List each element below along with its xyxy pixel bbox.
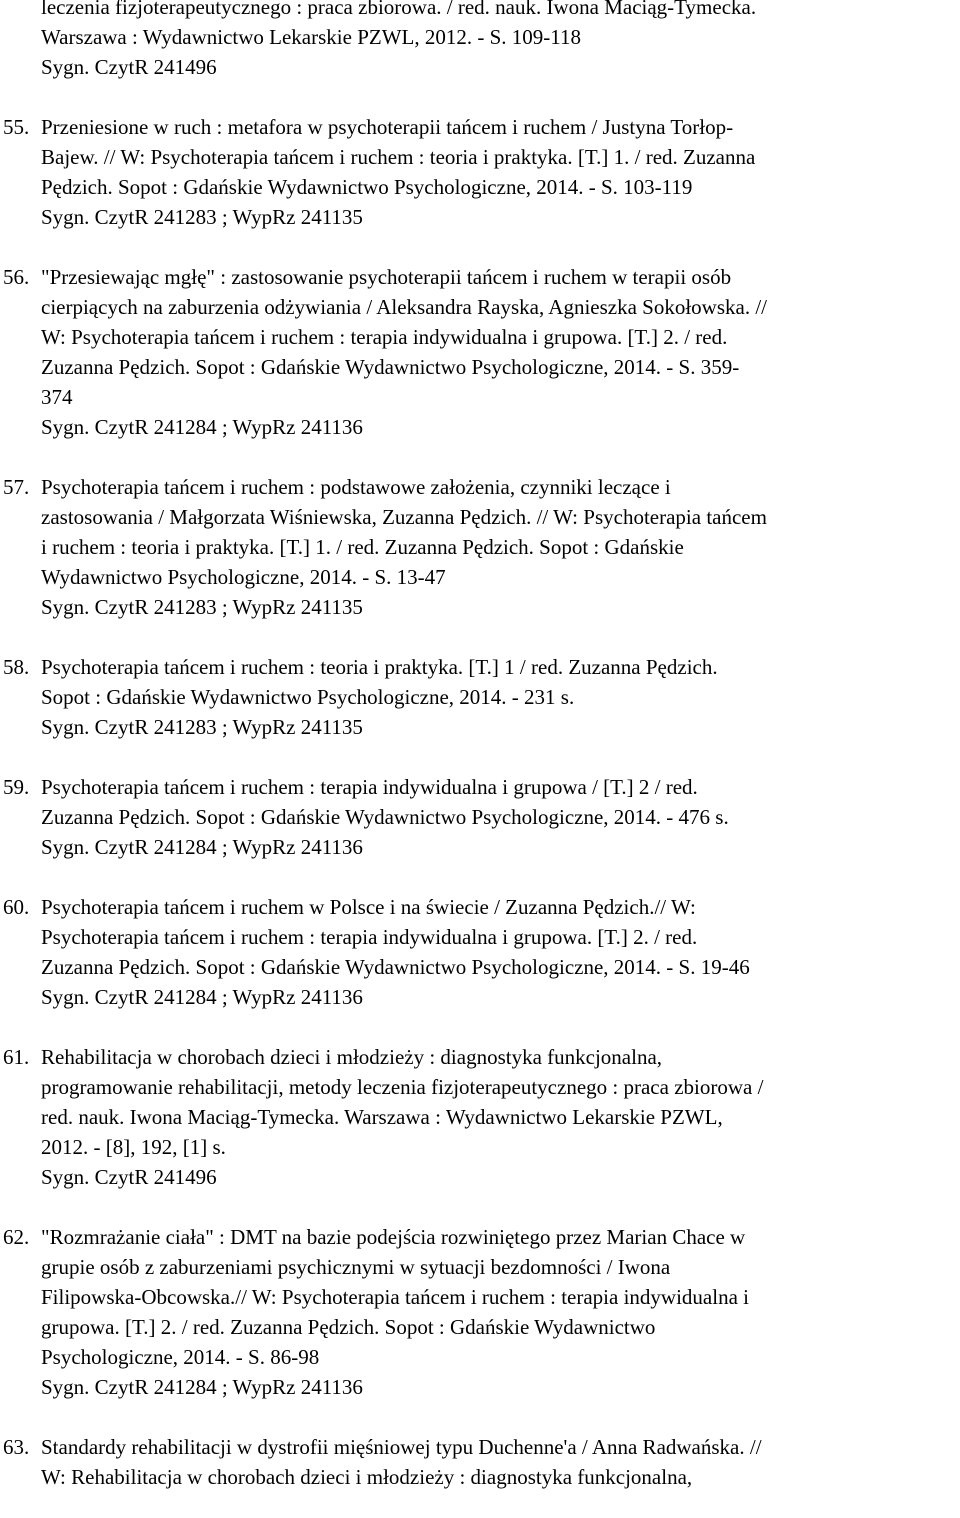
entry-line: cierpiących na zaburzenia odżywiania / Aleksandra Rayska, Agnieszka Sokołowska. // xyxy=(41,295,768,319)
entry-line: i ruchem : teoria i praktyka. [T.] 1. / red. Zuzanna Pędzich. Sopot : Gdańskie xyxy=(41,535,684,559)
call-number: Sygn. CzytR 241496 xyxy=(41,55,217,79)
entry-line: "Rozmrażanie ciała" : DMT na bazie podejścia rozwiniętego przez Marian Chace w xyxy=(41,1225,746,1249)
entry-number: 63. xyxy=(3,1435,30,1459)
entry-line: "Przesiewając mgłę" : zastosowanie psychoterapii tańcem i ruchem w terapii osób xyxy=(41,265,732,289)
call-number: Sygn. CzytR 241496 xyxy=(41,1165,217,1189)
entry-line: Psychologiczne, 2014. - S. 86-98 xyxy=(41,1345,320,1369)
call-number: Sygn. CzytR 241284 ; WypRz 241136 xyxy=(41,985,363,1009)
entry-line: Filipowska-Obcowska.// W: Psychoterapia tańcem i ruchem : terapia indywidualna i xyxy=(41,1285,749,1309)
entry-number: 62. xyxy=(3,1225,30,1249)
call-number: Sygn. CzytR 241284 ; WypRz 241136 xyxy=(41,415,363,439)
entry-line: Psychoterapia tańcem i ruchem : teoria i praktyka. [T.] 1 / red. Zuzanna Pędzich. xyxy=(41,655,718,679)
call-number: Sygn. CzytR 241283 ; WypRz 241135 xyxy=(41,595,363,619)
call-number: Sygn. CzytR 241283 ; WypRz 241135 xyxy=(41,205,363,229)
entry-number: 56. xyxy=(3,265,30,289)
entry-number: 59. xyxy=(3,775,30,799)
entry-line: Psychoterapia tańcem i ruchem : podstawowe założenia, czynniki leczące i xyxy=(41,475,671,499)
entry-number: 60. xyxy=(3,895,30,919)
entry-line: Przeniesione w ruch : metafora w psychoterapii tańcem i ruchem / Justyna Torłop- xyxy=(41,115,734,139)
entry-number: 55. xyxy=(3,115,30,139)
entry-line: grupie osób z zaburzeniami psychicznymi w sytuacji bezdomności / Iwona xyxy=(41,1255,671,1279)
entry-line: 2012. - [8], 192, [1] s. xyxy=(41,1135,226,1159)
entry-number: 61. xyxy=(3,1045,30,1069)
call-number: Sygn. CzytR 241284 ; WypRz 241136 xyxy=(41,835,363,859)
entry-line: Zuzanna Pędzich. Sopot : Gdańskie Wydawnictwo Psychologiczne, 2014. - S. 19-46 xyxy=(41,955,750,979)
entry-line: Warszawa : Wydawnictwo Lekarskie PZWL, 2012. - S. 109-118 xyxy=(41,25,581,49)
call-number: Sygn. CzytR 241283 ; WypRz 241135 xyxy=(41,715,363,739)
entry-line: Wydawnictwo Psychologiczne, 2014. - S. 13-47 xyxy=(41,565,446,589)
entry-line: red. nauk. Iwona Maciąg-Tymecka. Warszawa : Wydawnictwo Lekarskie PZWL, xyxy=(41,1105,723,1129)
entry-line: Psychoterapia tańcem i ruchem : terapia indywidualna i grupowa / [T.] 2 / red. xyxy=(41,775,698,799)
entry-line: Sopot : Gdańskie Wydawnictwo Psychologiczne, 2014. - 231 s. xyxy=(41,685,575,709)
entry-number: 57. xyxy=(3,475,30,499)
entry-number: 58. xyxy=(3,655,30,679)
entry-line: grupowa. [T.] 2. / red. Zuzanna Pędzich. Sopot : Gdańskie Wydawnictwo xyxy=(41,1315,656,1339)
entry-line: Psychoterapia tańcem i ruchem : terapia indywidualna i grupowa. [T.] 2. / red. xyxy=(41,925,698,949)
entry-line: 374 xyxy=(41,385,73,409)
entry-line: Zuzanna Pędzich. Sopot : Gdańskie Wydawnictwo Psychologiczne, 2014. - 476 s. xyxy=(41,805,729,829)
entry-line: Standardy rehabilitacji w dystrofii mięśniowej typu Duchenne'a / Anna Radwańska. // xyxy=(41,1435,762,1459)
entry-line: leczenia fizjoterapeutycznego : praca zbiorowa. / red. nauk. Iwona Maciąg-Tymecka. xyxy=(41,0,757,19)
call-number: Sygn. CzytR 241284 ; WypRz 241136 xyxy=(41,1375,363,1399)
entry-line: Pędzich. Sopot : Gdańskie Wydawnictwo Psychologiczne, 2014. - S. 103-119 xyxy=(41,175,693,199)
entry-line: Zuzanna Pędzich. Sopot : Gdańskie Wydawnictwo Psychologiczne, 2014. - S. 359- xyxy=(41,355,740,379)
entry-line: W: Psychoterapia tańcem i ruchem : terapia indywidualna i grupowa. [T.] 2. / red. xyxy=(41,325,728,349)
entry-line: W: Rehabilitacja w chorobach dzieci i młodzieży : diagnostyka funkcjonalna, xyxy=(41,1465,693,1489)
entry-line: Psychoterapia tańcem i ruchem w Polsce i na świecie / Zuzanna Pędzich.// W: xyxy=(41,895,696,919)
entry-line: zastosowania / Małgorzata Wiśniewska, Zuzanna Pędzich. // W: Psychoterapia tańcem xyxy=(41,505,767,529)
entry-line: Rehabilitacja w chorobach dzieci i młodzieży : diagnostyka funkcjonalna, xyxy=(41,1045,663,1069)
entry-line: programowanie rehabilitacji, metody leczenia fizjoterapeutycznego : praca zbiorowa / xyxy=(41,1075,764,1099)
entry-line: Bajew. // W: Psychoterapia tańcem i ruchem : teoria i praktyka. [T.] 1. / red. Zuzanna xyxy=(41,145,756,169)
